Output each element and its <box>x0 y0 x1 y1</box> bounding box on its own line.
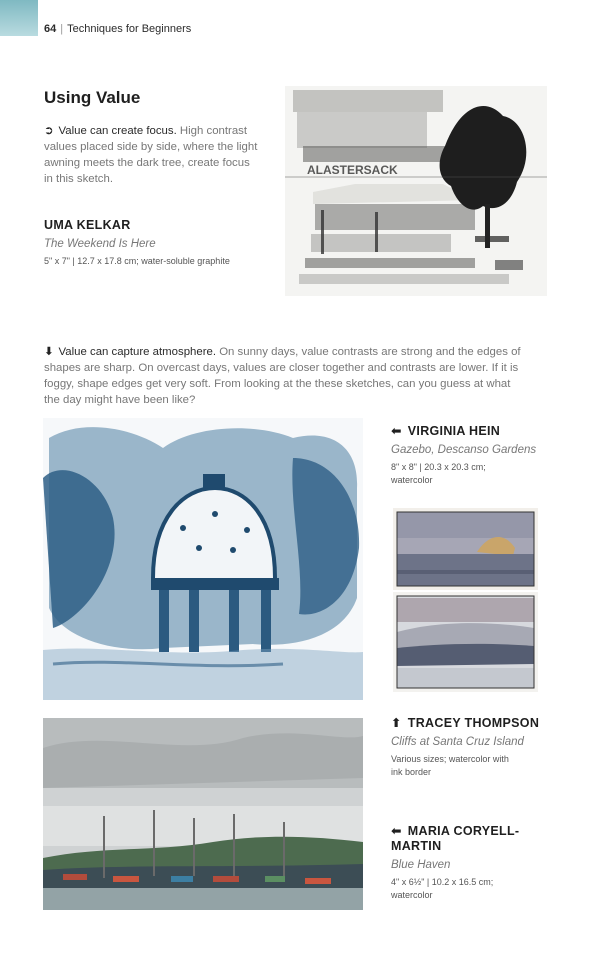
artwork-blue-haven-watercolor <box>43 718 363 910</box>
artist-name-line-1: MARIA CORYELL- <box>407 824 520 838</box>
artist-name <box>391 424 556 439</box>
arrow-right-icon: ➲ <box>44 125 54 137</box>
artwork-meta-line-2: ink border <box>391 767 432 777</box>
artwork-title: Gazebo, Descanso Gardens <box>391 444 537 456</box>
artwork-gazebo-watercolor <box>43 418 363 700</box>
atmosphere-paragraph <box>44 344 522 408</box>
credit-uma-kelkar <box>44 218 230 268</box>
artist-name-line-2: MARTIN <box>391 839 442 853</box>
credit-virginia-hein <box>391 424 556 487</box>
running-head-separator: | <box>60 23 64 35</box>
artwork-title: Blue Haven <box>391 859 451 871</box>
section-title: Using Value <box>44 88 141 107</box>
artist-name-text: VIRGINIA HEIN <box>407 424 501 438</box>
artist-name <box>391 716 561 731</box>
running-head-section: Techniques for Beginners <box>67 23 192 35</box>
artist-name-text: TRACEY THOMPSON <box>407 716 540 730</box>
arrow-left-icon: ⬅ <box>391 824 402 838</box>
artist-name: UMA KELKAR <box>44 218 131 232</box>
artwork-cliffs-sketch-1 <box>393 508 538 590</box>
focus-text: High contrast values placed side by side, where the light awning meets the dark tree, create focus in this sketch. <box>44 125 258 185</box>
artwork-meta-line-1: 4" x 6½" | 10.2 x 16.5 cm; <box>391 877 494 887</box>
artwork-meta: 5" x 7" | 12.7 x 17.8 cm; water-soluble graphite <box>44 256 230 266</box>
arrow-left-icon: ⬅ <box>391 424 402 438</box>
atmosphere-text: On sunny days, value contrasts are strong and the edges of shapes are sharp. On overcast days, values are closer together and contrasts are lower. If it is foggy, shape edges get very soft. From looking at the these sketches, can you guess at what the day might have been like? <box>44 346 521 406</box>
focus-lead: Value can create focus. <box>58 125 177 137</box>
artwork-title: The Weekend Is Here <box>44 238 156 250</box>
credit-maria-coryell-martin <box>391 824 561 902</box>
artwork-meta-line-1: 8" x 8" | 20.3 x 20.3 cm; <box>391 462 486 472</box>
artwork-meta-line-2: watercolor <box>391 890 433 900</box>
artwork-meta <box>391 876 561 902</box>
artist-name <box>391 824 561 854</box>
artwork-meta-line-2: watercolor <box>391 475 433 485</box>
atmosphere-lead: Value can capture atmosphere. <box>58 346 217 358</box>
running-head <box>44 23 191 35</box>
artwork-title: Cliffs at Santa Cruz Island <box>391 736 524 748</box>
artwork-weekend-sketch <box>285 86 547 296</box>
artwork-cliffs-sketch-2 <box>393 592 538 692</box>
credit-tracey-thompson <box>391 716 561 779</box>
arrow-up-icon: ⬆ <box>391 716 402 730</box>
artwork-meta-line-1: Various sizes; watercolor with <box>391 754 509 764</box>
page-number: 64 <box>44 23 57 35</box>
artwork-meta <box>391 461 556 487</box>
arrow-down-icon: ⬇ <box>44 346 54 358</box>
awning-sign-text: ALASTERSACK <box>307 163 398 177</box>
focus-paragraph <box>44 123 259 187</box>
corner-color-tab <box>0 0 38 36</box>
artwork-meta <box>391 753 561 779</box>
